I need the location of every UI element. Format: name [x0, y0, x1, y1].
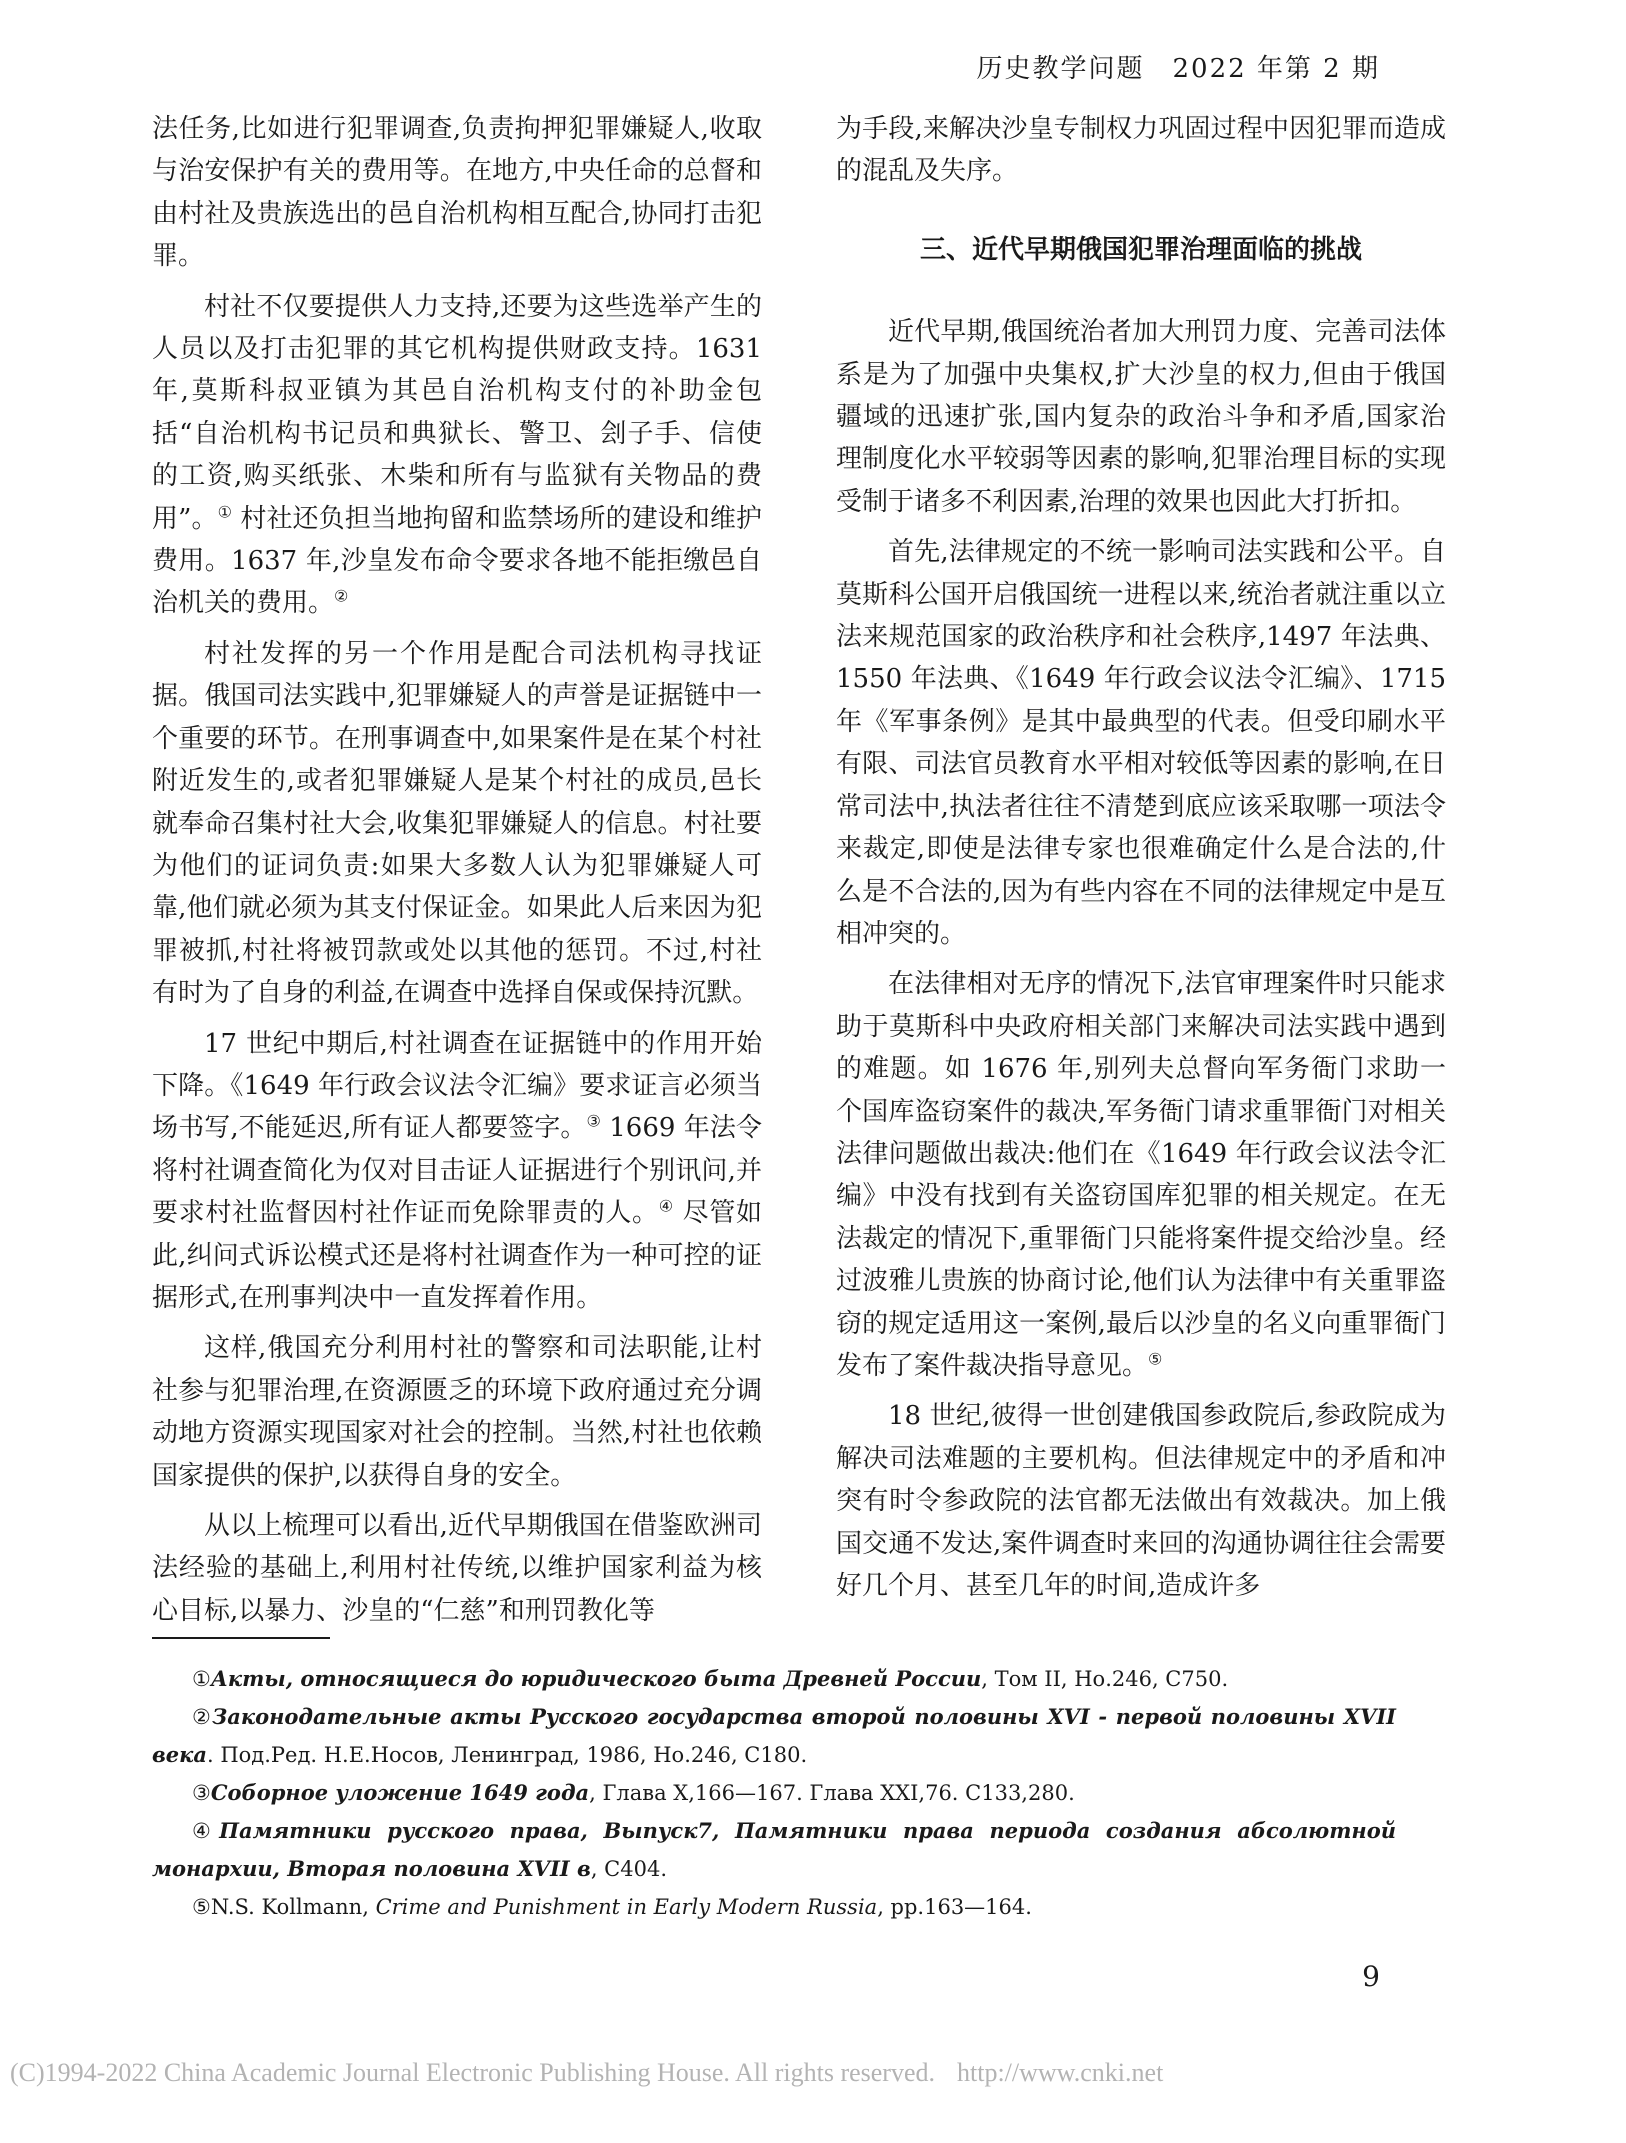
footnote: ②Законодательные акты Русского государства второй половины XVI - первой половины XVII века. Под.Ред. Н.Е.Носов, Ленинград, 1986, Но.246, С180. — [152, 1704, 1397, 1767]
paragraph: 近代早期,俄国统治者加大刑罚力度、完善司法体系是为了加强中央集权,扩大沙皇的权力,但由于俄国疆域的迅速扩张,国内复杂的政治斗争和矛盾,国家治理制度化水平较弱等因素的影响,犯罪治理目标的实现受制于诸多不利因素,治理的效果也因此大打折扣。 — [836, 317, 1446, 517]
copyright-watermark — [10, 2058, 1616, 2088]
footnote-ref[interactable]: ③ — [586, 1111, 601, 1131]
paragraph: 这样,俄国充分利用村社的警察和司法职能,让村社参与犯罪治理,在资源匮乏的环境下政府通过充分调动地方资源实现国家对社会的控制。当然,村社也依赖国家提供的保护,以获得自身的安全。 — [152, 1333, 762, 1491]
cnki-link[interactable]: http://www.cnki.net — [957, 2058, 1164, 2087]
footnote: ⑤N.S. Kollmann, Crime and Punishment in Early Modern Russia, pp.163—164. — [192, 1895, 1032, 1919]
left-column — [152, 108, 762, 1632]
footnote: ④Памятники русского права, Выпуск7, Памятники права периода создания абсолютной монархии, Вторая половина XVII в, С404. — [152, 1818, 1396, 1881]
paragraph: 在法律相对无序的情况下,法官审理案件时只能求助于莫斯科中央政府相关部门来解决司法实践中遇到的难题。如 1676 年,别列夫总督向军务衙门求助一个国库盗窃案件的裁决,军务衙门请求重罪衙门对相关法律问题做出裁决:他们在《1649 年行政会议法令汇编》中没有找到有关盗窃国库犯罪的相关规定。在无法裁定的情况下,重罪衙门只能将案件提交给沙皇。经过波雅儿贵族的协商讨论,他们认为法律中有关重罪盗窃的规定适用这一案例,最后以沙皇的名义向重罪衙门发布了案件裁决指导意见。⑤ — [836, 969, 1446, 1381]
footnote-ref[interactable]: ① — [217, 502, 232, 521]
paragraph: 17 世纪中期后,村社调查在证据链中的作用开始下降。《1649 年行政会议法令汇编》要求证言必须当场书写,不能延迟,所有证人都要签字。③ 1669 年法令将村社调查简化为仅对目击证人证据进行个别讯问,并要求村社监督因村社作证而免除罪责的人。④ 尽管如此,纠问式诉讼模式还是将村社调查作为一种可控的证据形式,在刑事判决中一直发挥着作用。 — [152, 1028, 763, 1313]
section-heading: 三、近代早期俄国犯罪治理面临的挑战 — [919, 234, 1362, 265]
paragraph: 村社发挥的另一个作用是配合司法机构寻找证据。俄国司法实践中,犯罪嫌疑人的声誉是证据链中一个重要的环节。在刑事调查中,如果案件是在某个村社附近发生的,或者犯罪嫌疑人是某个村社的成员,邑长就奉命召集村社大会,收集犯罪嫌疑人的信息。村社要为他们的证词负责:如果大多数人认为犯罪嫌疑人可靠,他们就必须为其支付保证金。如果此人后来因为犯罪被抓,村社将被罚款或处以其他的惩罚。不过,村社有时为了自身的利益,在调查中选择自保或保持沉默。 — [152, 638, 762, 1009]
footnote-ref[interactable]: ④ — [658, 1196, 674, 1216]
right-column — [836, 108, 1446, 1607]
footnote: ①Акты, относящиеся до юридического быта Древней России, Том II, Но.246, С750. — [192, 1666, 1229, 1691]
running-header — [976, 48, 1380, 85]
paragraph: 为手段,来解决沙皇专制权力巩固过程中因犯罪而造成的混乱及失序。 — [836, 114, 1446, 187]
paragraph: 18 世纪,彼得一世创建俄国参政院后,参政院成为解决司法难题的主要机构。但法律规定中的矛盾和冲突有时令参政院的法官都无法做出有效裁决。加上俄国交通不发达,案件调查时来回的沟通协调往往会需要好几个月、甚至几年的时间,造成许多 — [836, 1401, 1446, 1601]
paragraph: 首先,法律规定的不统一影响司法实践和公平。自莫斯科公国开启俄国统一进程以来,统治者就注重以立法来规范国家的政治秩序和社会秩序,1497 年法典、1550 年法典、《1649 年行政会议法令汇编》、1715 年《军事条例》是其中最典型的代表。但受印刷水平有限、司法官员教育水平相对较低等因素的影响,在日常司法中,执法者往往不清楚到底应该采取哪一项法令来裁定,即使是法律专家也很难确定什么是合法的,什么是不合法的,因为有些内容在不同的法律规定中是互相冲突的。 — [836, 537, 1446, 949]
footnote-ref[interactable]: ② — [334, 586, 349, 606]
paragraph: 法任务,比如进行犯罪调查,负责拘押犯罪嫌疑人,收取与治安保护有关的费用等。在地方,中央任命的总督和由村社及贵族选出的邑自治机构相互配合,协同打击犯罪。 — [152, 114, 762, 272]
footnote-divider — [152, 1637, 330, 1639]
footnotes — [152, 1660, 1396, 1926]
page-number: 9 — [1362, 1960, 1380, 1993]
paragraph: 村社不仅要提供人力支持,还要为这些选举产生的人员以及打击犯罪的其它机构提供财政支持。1631 年,莫斯科叔亚镇为其邑自治机构支付的补助金包括“自治机构书记员和典狱长、警卫、刽子手、信使的工资,购买纸张、木柴和所有与监狱有关物品的费用”。① 村社还负担当地拘留和监禁场所的建设和维护费用。1637 年,沙皇发布命令要求各地不能拒缴邑自治机关的费用。② — [152, 291, 763, 619]
issue-label: 2022 年第 2 期 — [1172, 54, 1380, 84]
copyright-text: (C)1994-2022 China Academic Journal Electronic Publishing House. All rights reserved. — [10, 2058, 935, 2087]
footnote: ③Соборное уложение 1649 года, Глава X,166—167. Глава XXI,76. С133,280. — [192, 1780, 1075, 1805]
footnote-ref[interactable]: ⑤ — [1148, 1349, 1163, 1369]
journal-name: 历史教学问题 — [976, 54, 1145, 84]
paragraph: 从以上梳理可以看出,近代早期俄国在借鉴欧洲司法经验的基础上,利用村社传统,以维护国家利益为核心目标,以暴力、沙皇的“仁慈”和刑罚教化等 — [152, 1511, 762, 1626]
